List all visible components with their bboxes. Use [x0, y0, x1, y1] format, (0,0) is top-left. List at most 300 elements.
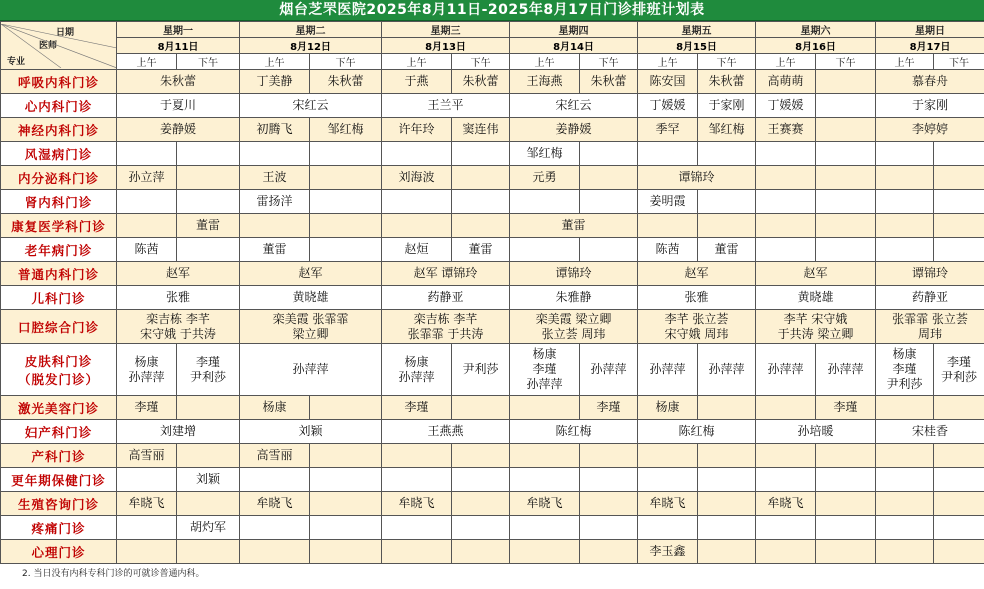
schedule-cell — [638, 444, 698, 468]
doctor-name: 赵军 — [165, 266, 190, 280]
department-name-line: 激光美容门诊 — [17, 400, 99, 416]
schedule-cell — [177, 468, 240, 492]
schedule-cell — [510, 118, 638, 142]
weekday-label: 星期四 — [558, 26, 589, 37]
day-header-date — [382, 38, 510, 54]
header-date-row — [1, 38, 984, 54]
cell-doctor-names — [452, 74, 509, 89]
schedule-cell — [876, 262, 984, 286]
date-label: 8月16日 — [795, 42, 836, 53]
cell-doctor-names — [382, 355, 451, 385]
schedule-cell — [310, 444, 382, 468]
pm-label: 下午 — [835, 58, 856, 69]
cell-doctor-names — [117, 355, 176, 385]
cell-doctor-names — [117, 98, 239, 113]
schedule-row — [1, 286, 984, 310]
doctor-name: 李瑾 — [404, 400, 429, 414]
cell-doctor-names — [452, 242, 509, 257]
doctor-name: 刘海波 — [398, 170, 435, 184]
schedule-cell — [756, 262, 876, 286]
department-name-line: 风湿病门诊 — [24, 146, 93, 162]
doctor-name: 张霏霏 张立荟 — [892, 311, 968, 326]
am-label: 上午 — [534, 58, 555, 69]
pm-header — [934, 54, 984, 70]
cell-doctor-names — [756, 312, 875, 342]
department-name-line: 心内科门诊 — [24, 98, 93, 114]
schedule-cell — [310, 214, 382, 238]
am-label: 上午 — [775, 58, 796, 69]
cell-doctor-names — [240, 194, 309, 209]
doctor-name: 董雷 — [262, 242, 287, 256]
department-name — [1, 142, 117, 166]
department-name — [1, 492, 117, 516]
cell-doctor-names — [638, 242, 697, 257]
day-header-weekday — [117, 22, 240, 38]
pm-header — [310, 54, 382, 70]
cell-doctor-names — [240, 266, 381, 281]
schedule-cell — [756, 310, 876, 344]
doctor-name: 尹利莎 — [462, 362, 499, 376]
footnote: 2. 当日没有内科专科门诊的可就诊普通内科。 — [22, 569, 205, 579]
schedule-cell — [876, 516, 934, 540]
cell-doctor-names — [510, 424, 637, 439]
doctor-name: 孙培暖 — [797, 424, 834, 438]
schedule-cell — [638, 396, 698, 420]
cell-doctor-names — [240, 448, 309, 463]
schedule-cell — [934, 516, 984, 540]
header-ampm-row — [1, 54, 984, 70]
schedule-cell — [638, 420, 756, 444]
cell-doctor-names — [876, 312, 984, 342]
doctor-name: 梁立卿 — [292, 326, 329, 341]
doctor-name: 孙萍萍 — [767, 362, 804, 376]
schedule-row — [1, 214, 984, 238]
schedule-cell — [756, 286, 876, 310]
cell-doctor-names — [756, 122, 815, 137]
schedule-cell — [510, 166, 580, 190]
schedule-cell — [382, 118, 452, 142]
schedule-cell — [310, 540, 382, 564]
schedule-cell — [510, 94, 638, 118]
doctor-name: 丁媛媛 — [649, 98, 686, 112]
corner-labels — [1, 24, 116, 68]
department-name-line: 更年期保健门诊 — [11, 472, 106, 488]
schedule-cell — [816, 70, 876, 94]
cell-doctor-names — [816, 362, 875, 377]
pm-label: 下午 — [598, 58, 619, 69]
schedule-cell — [382, 492, 452, 516]
cell-doctor-names — [638, 122, 697, 137]
cell-doctor-names — [638, 424, 755, 439]
date-label: 8月12日 — [290, 42, 331, 53]
schedule-cell — [876, 444, 934, 468]
am-header — [638, 54, 698, 70]
am-header — [117, 54, 177, 70]
schedule-cell — [382, 94, 510, 118]
schedule-cell — [310, 142, 382, 166]
doctor-name: 季罕 — [655, 122, 680, 136]
cell-doctor-names — [638, 400, 697, 415]
doctor-name: 牟晓飞 — [767, 496, 804, 510]
doctor-name: 邹红梅 — [708, 122, 745, 136]
weekday-label: 星期三 — [430, 26, 461, 37]
schedule-row — [1, 444, 984, 468]
schedule-cell — [452, 118, 510, 142]
date-label: 8月17日 — [909, 42, 951, 53]
schedule-cell — [934, 540, 984, 564]
doctor-name: 董雷 — [468, 242, 493, 256]
schedule-cell — [934, 190, 984, 214]
day-header-weekday — [638, 22, 756, 38]
doctor-name: 尹利莎 — [886, 377, 923, 391]
schedule-cell — [876, 190, 934, 214]
cell-doctor-names — [382, 122, 451, 137]
day-header-date — [240, 38, 382, 54]
schedule-cell — [240, 344, 382, 396]
cell-doctor-names — [756, 98, 815, 113]
doctor-name: 谭锦玲 — [555, 266, 592, 280]
cell-doctor-names — [240, 170, 309, 185]
cell-doctor-names — [756, 362, 815, 377]
schedule-cell — [876, 214, 934, 238]
doctor-name: 王燕燕 — [427, 424, 464, 438]
cell-doctor-names — [382, 312, 509, 342]
schedule-cell — [934, 166, 984, 190]
cell-doctor-names — [816, 400, 875, 415]
schedule-cell — [756, 118, 816, 142]
department-name — [1, 420, 117, 444]
am-label: 上午 — [894, 58, 915, 69]
schedule-cell — [876, 310, 984, 344]
cell-doctor-names — [876, 424, 984, 439]
cell-doctor-names — [510, 312, 637, 342]
cell-doctor-names — [177, 472, 239, 487]
schedule-cell — [452, 238, 510, 262]
schedule-cell — [876, 492, 934, 516]
weekday-label: 星期日 — [915, 26, 945, 37]
doctor-name: 孙萍萍 — [292, 362, 329, 376]
doctor-name: 刘建增 — [159, 424, 196, 438]
schedule-cell — [310, 166, 382, 190]
doctor-name: 高雪丽 — [256, 448, 293, 462]
schedule-cell — [240, 468, 310, 492]
schedule-cell — [177, 214, 240, 238]
doctor-name: 张霏霏 于共涛 — [407, 326, 484, 341]
pm-header — [580, 54, 638, 70]
schedule-cell — [934, 492, 984, 516]
department-name — [1, 70, 117, 94]
pm-header — [177, 54, 240, 70]
cell-doctor-names — [876, 347, 933, 392]
schedule-cell — [510, 214, 638, 238]
am-header — [510, 54, 580, 70]
schedule-cell — [816, 468, 876, 492]
schedule-cell — [240, 94, 382, 118]
doctor-name: 董雷 — [714, 242, 739, 256]
cell-doctor-names — [876, 290, 984, 305]
doctor-name: 栾美霞 张霏霏 — [272, 311, 349, 326]
schedule-cell — [240, 238, 310, 262]
doctor-name: 栾美霞 梁立卿 — [535, 311, 612, 326]
am-header — [240, 54, 310, 70]
schedule-cell — [816, 166, 876, 190]
schedule-cell — [177, 540, 240, 564]
schedule-cell — [638, 238, 698, 262]
schedule-cell — [816, 492, 876, 516]
doctor-name: 姜静媛 — [555, 122, 592, 136]
schedule-cell — [876, 70, 984, 94]
cell-doctor-names — [698, 122, 755, 137]
schedule-cell — [876, 286, 984, 310]
schedule-cell — [638, 214, 698, 238]
doctor-name: 宋红云 — [555, 98, 592, 112]
schedule-cell — [934, 468, 984, 492]
schedule-cell — [382, 468, 452, 492]
department-name-line: （脱发门诊） — [17, 371, 99, 387]
schedule-cell — [510, 262, 638, 286]
schedule-cell — [117, 540, 177, 564]
department-name — [1, 262, 117, 286]
am-label: 上午 — [406, 58, 427, 69]
schedule-cell — [934, 142, 984, 166]
schedule-cell — [117, 214, 177, 238]
schedule-cell — [934, 444, 984, 468]
doctor-name: 杨康 — [532, 347, 557, 361]
schedule-cell — [240, 286, 382, 310]
am-header — [756, 54, 816, 70]
department-name-line: 儿科门诊 — [31, 290, 86, 306]
doctor-name: 杨康 — [262, 400, 287, 414]
cell-doctor-names — [698, 74, 755, 89]
schedule-cell — [177, 516, 240, 540]
date-label: 8月11日 — [157, 42, 199, 53]
doctor-name: 董雷 — [195, 218, 220, 232]
schedule-cell — [698, 118, 756, 142]
department-name — [1, 396, 117, 420]
doctor-name: 赵军 — [684, 266, 709, 280]
schedule-row — [1, 468, 984, 492]
department-name-line: 心理门诊 — [31, 544, 86, 560]
doctor-name: 赵军 — [803, 266, 828, 280]
doctor-name: 张雅 — [165, 290, 190, 304]
schedule-cell — [510, 310, 638, 344]
doctor-name: 孙萍萍 — [526, 377, 563, 391]
schedule-cell — [580, 468, 638, 492]
department-name-line: 肾内科门诊 — [24, 194, 93, 210]
schedule-cell — [698, 70, 756, 94]
cell-doctor-names — [580, 400, 637, 415]
cell-doctor-names — [756, 290, 875, 305]
schedule-cell — [816, 190, 876, 214]
schedule-cell — [510, 444, 580, 468]
schedule-row — [1, 70, 984, 94]
department-name-line: 皮肤科门诊 — [24, 353, 93, 369]
doctor-name: 于家刚 — [911, 98, 948, 112]
schedule-cell — [310, 468, 382, 492]
day-header-date — [756, 38, 876, 54]
corner-cell — [1, 22, 117, 70]
cell-doctor-names — [638, 312, 755, 342]
schedule-cell — [117, 70, 240, 94]
cell-doctor-names — [452, 362, 509, 377]
doctor-name: 李瑾 — [532, 362, 557, 376]
department-name — [1, 516, 117, 540]
schedule-cell — [698, 540, 756, 564]
schedule-cell — [382, 70, 452, 94]
department-name-line: 妇产科门诊 — [24, 424, 93, 440]
corner-diagonal-lines — [1, 24, 117, 68]
schedule-cell — [756, 344, 816, 396]
am-label: 上午 — [264, 58, 285, 69]
department-name — [1, 468, 117, 492]
schedule-row — [1, 166, 984, 190]
doctor-name: 杨康 — [404, 354, 429, 369]
cell-doctor-names — [382, 98, 509, 113]
cell-doctor-names — [452, 122, 509, 137]
schedule-cell — [177, 492, 240, 516]
schedule-cell — [580, 396, 638, 420]
doctor-name: 李玉鑫 — [649, 544, 686, 558]
schedule-cell — [638, 286, 756, 310]
schedule-cell — [876, 94, 984, 118]
schedule-cell — [816, 214, 876, 238]
schedule-row — [1, 142, 984, 166]
schedule-row — [1, 540, 984, 564]
schedule-cell — [510, 286, 638, 310]
doctor-name: 孙萍萍 — [590, 362, 627, 376]
cell-doctor-names — [310, 74, 381, 89]
doctor-name: 初腾飞 — [256, 122, 293, 136]
schedule-cell — [117, 492, 177, 516]
date-label: 8月14日 — [553, 42, 594, 53]
cell-doctor-names — [876, 74, 984, 89]
schedule-cell — [698, 238, 756, 262]
cell-doctor-names — [638, 194, 697, 209]
schedule-cell — [510, 238, 580, 262]
schedule-cell — [117, 118, 240, 142]
schedule-cell — [816, 540, 876, 564]
doctor-name: 朱秋蕾 — [159, 74, 196, 88]
cell-doctor-names — [117, 122, 239, 137]
doctor-name: 张雅 — [684, 290, 709, 304]
pm-label: 下午 — [335, 58, 356, 69]
schedule-cell — [382, 238, 452, 262]
schedule-cell — [756, 142, 816, 166]
schedule-cell — [117, 420, 240, 444]
schedule-cell — [816, 444, 876, 468]
cell-doctor-names — [240, 424, 381, 439]
schedule-cell — [698, 444, 756, 468]
cell-doctor-names — [638, 74, 697, 89]
schedule-cell — [382, 344, 452, 396]
doctor-name: 邹红梅 — [327, 122, 364, 136]
schedule-cell — [698, 344, 756, 396]
cell-doctor-names — [382, 290, 509, 305]
doctor-name: 朱雅静 — [555, 290, 592, 304]
cell-doctor-names — [510, 266, 637, 281]
schedule-cell — [816, 94, 876, 118]
schedule-cell — [756, 492, 816, 516]
cell-doctor-names — [117, 424, 239, 439]
am-header — [382, 54, 452, 70]
department-name — [1, 540, 117, 564]
schedule-cell — [240, 190, 310, 214]
corner-diagonal-1 — [1, 24, 117, 68]
cell-doctor-names — [240, 122, 309, 137]
schedule-cell — [580, 142, 638, 166]
schedule-cell — [816, 142, 876, 166]
doctor-name: 孙萍萍 — [708, 362, 745, 376]
schedule-cell — [876, 468, 934, 492]
doctor-name: 王海燕 — [526, 74, 563, 88]
doctor-name: 孙立萍 — [128, 170, 165, 184]
schedule-cell — [756, 540, 816, 564]
day-header-weekday — [510, 22, 638, 38]
department-name-line: 老年病门诊 — [24, 242, 93, 258]
schedule-cell — [756, 444, 816, 468]
doctor-name: 李芊 张立荟 — [664, 311, 729, 326]
schedule-cell — [580, 444, 638, 468]
schedule-cell — [382, 142, 452, 166]
schedule-cell — [452, 444, 510, 468]
cell-doctor-names — [240, 242, 309, 257]
schedule-row — [1, 262, 984, 286]
cell-doctor-names — [117, 266, 239, 281]
schedule-cell — [698, 492, 756, 516]
corner-date-label: 日期 — [55, 27, 74, 38]
doctor-name: 于家刚 — [708, 98, 745, 112]
schedule-row — [1, 94, 984, 118]
doctor-name: 孙萍萍 — [128, 369, 165, 384]
schedule-cell — [756, 420, 876, 444]
schedule-cell — [177, 396, 240, 420]
cell-doctor-names — [382, 242, 451, 257]
doctor-name: 高雪丽 — [128, 448, 165, 462]
cell-doctor-names — [117, 242, 176, 257]
cell-doctor-names — [638, 362, 697, 377]
schedule-cell — [240, 516, 310, 540]
schedule-cell — [240, 420, 382, 444]
schedule-cell — [240, 214, 310, 238]
schedule-cell — [240, 540, 310, 564]
doctor-name: 李瑾 — [195, 354, 220, 369]
schedule-cell — [698, 94, 756, 118]
schedule-cell — [510, 420, 638, 444]
cell-doctor-names — [117, 74, 239, 89]
schedule-cell — [638, 516, 698, 540]
corner-diagonal-0 — [1, 24, 117, 48]
day-header-date — [876, 38, 984, 54]
schedule-cell — [117, 94, 240, 118]
schedule-cell — [177, 190, 240, 214]
corner-diagonal-2 — [1, 24, 61, 68]
department-name — [1, 190, 117, 214]
cell-doctor-names — [580, 362, 637, 377]
schedule-cell — [816, 118, 876, 142]
cell-doctor-names — [698, 242, 755, 257]
schedule-cell — [382, 396, 452, 420]
department-name-line: 疼痛门诊 — [31, 520, 86, 536]
schedule-cell — [240, 262, 382, 286]
doctor-name: 雷扬洋 — [256, 194, 293, 208]
schedule-cell — [756, 516, 816, 540]
schedule-cell — [310, 396, 382, 420]
schedule-cell — [510, 492, 580, 516]
schedule-row — [1, 190, 984, 214]
doctor-name: 丁美静 — [256, 74, 293, 88]
doctor-name: 李芊 宋守娥 — [783, 311, 848, 326]
cell-doctor-names — [382, 400, 451, 415]
